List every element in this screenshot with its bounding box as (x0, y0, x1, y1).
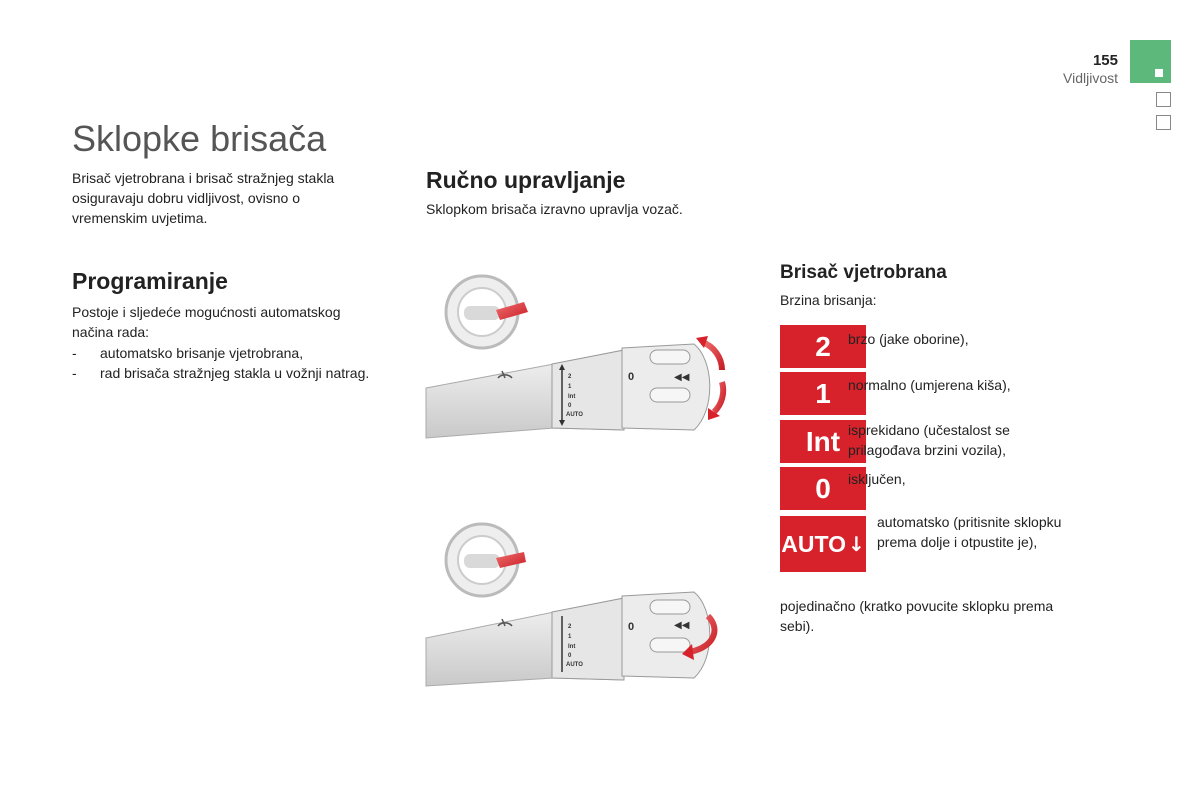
tab-dot (1155, 69, 1163, 77)
washer-arrows-icon: ◀◀ (674, 372, 690, 383)
speed-description: isprekidano (učestalost se prilagođava brzini vozila), (848, 422, 1010, 458)
speed-description: automatsko (pritisnite sklopku prema dolje i otpustite je), (877, 514, 1062, 550)
stalk-position-label: 0 (568, 403, 572, 409)
stalk-position-label: 2 (568, 624, 572, 630)
stalk-position-label: Int (568, 644, 576, 650)
steering-wheel-icon (446, 524, 526, 596)
section-name: Vidljivost (1063, 70, 1118, 86)
stalk-position-label: 1 (568, 384, 572, 390)
programming-text: Postoje i sljedeće mogućnosti automatskog načina rada: (72, 304, 341, 340)
windscreen-wiper-heading: Brisač vjetrobrana (780, 262, 947, 283)
wiper-speed-label: Brzina brisanja: (780, 292, 877, 308)
stalk-position-label: 0 (568, 653, 572, 659)
section-tab-box (1156, 92, 1171, 107)
list-item: - automatsko brisanje vjetrobrana, (72, 345, 304, 361)
auto-label: AUTO (781, 530, 846, 557)
wiper-stalk-illustration-speed (424, 270, 744, 450)
speed-badge-int: Int (780, 420, 866, 463)
speed-badge-1: 1 (780, 372, 866, 415)
manual-heading: Ručno upravljanje (426, 167, 626, 193)
washer-arrows-icon: ◀◀ (674, 620, 690, 631)
rear-off-label: 0 (628, 621, 635, 633)
manual-text: Sklopkom brisača izravno upravlja vozač. (426, 201, 683, 217)
intro-paragraph: Brisač vjetrobrana i brisač stražnjeg stakla osiguravaju dobru vidljivost, ovisno o vremenskim uvjetima. (72, 170, 335, 226)
stalk-position-label: AUTO (566, 412, 583, 418)
single-wipe-text: pojedinačno (kratko povucite sklopku prema sebi). (780, 598, 1054, 634)
speed-badge-auto (780, 516, 866, 572)
wiper-stalk-illustration-single (424, 520, 744, 695)
steering-wheel-icon (446, 276, 528, 348)
page-title: Sklopke brisača (72, 118, 327, 159)
speed-badge-0: 0 (780, 467, 866, 510)
stalk-position-label: AUTO (566, 662, 583, 668)
programming-list (72, 343, 372, 383)
speed-badge-2: 2 (780, 325, 866, 368)
speed-description: normalno (umjerena kiša), (848, 377, 1011, 393)
section-tab-box (1156, 115, 1171, 130)
list-item: - rad brisača stražnjeg stakla u vožnji natrag. (72, 365, 370, 381)
section-tab-active (1130, 40, 1171, 83)
programming-heading: Programiranje (72, 268, 228, 294)
speed-description: brzo (jake oborine), (848, 331, 969, 347)
speed-description: isključen, (848, 471, 906, 487)
rear-off-label: 0 (628, 371, 635, 383)
arrow-down-icon: ↓ (847, 532, 865, 556)
stalk-position-label: 1 (568, 634, 572, 640)
page-number: 155 (1092, 52, 1118, 69)
stalk-position-label: Int (568, 394, 576, 400)
stalk-position-label: 2 (568, 374, 572, 380)
rotate-down-arrow-icon (714, 382, 723, 412)
